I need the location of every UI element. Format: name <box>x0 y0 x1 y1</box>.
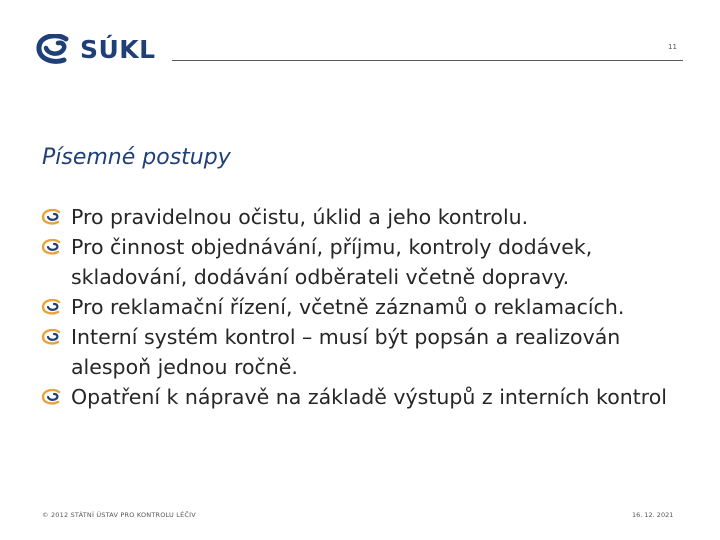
sukl-logo <box>36 34 156 64</box>
logo-text: SÚKL <box>80 34 156 64</box>
sukl-bullet-icon <box>41 292 71 322</box>
bullet-item <box>41 202 691 232</box>
sukl-logo-icon <box>36 34 74 64</box>
sukl-bullet-icon <box>41 202 71 232</box>
bullet-text: Pro pravidelnou očistu, úklid a jeho kontrolu. <box>71 205 529 229</box>
sukl-bullet-icon <box>41 322 71 352</box>
footer-date: 16. 12. 2021 <box>632 511 674 519</box>
bullet-item <box>41 232 691 292</box>
bullet-item <box>41 322 691 382</box>
bullet-text: Pro reklamační řízení, včetně záznamů o reklamacích. <box>71 295 625 319</box>
bullet-item <box>41 292 691 322</box>
bullet-text: Interní systém kontrol – musí být popsán a realizován alespoň jednou ročně. <box>71 325 621 379</box>
slide-title: Písemné postupy <box>42 145 231 170</box>
bullet-text: Pro činnost objednávání, příjmu, kontroly dodávek, skladování, dodávání odběrateli včetně dopravy. <box>71 235 593 289</box>
bullet-list <box>41 202 691 412</box>
bullet-item <box>41 382 691 412</box>
sukl-bullet-icon <box>41 232 71 262</box>
sukl-bullet-icon <box>41 382 71 412</box>
footer-copyright: © 2012 STÁTNÍ ÚSTAV PRO KONTROLU LÉČIV <box>42 511 196 519</box>
bullet-text: Opatření k nápravě na základě výstupů z interních kontrol <box>71 385 667 409</box>
header-divider <box>172 60 683 61</box>
page-number: 11 <box>668 43 677 51</box>
